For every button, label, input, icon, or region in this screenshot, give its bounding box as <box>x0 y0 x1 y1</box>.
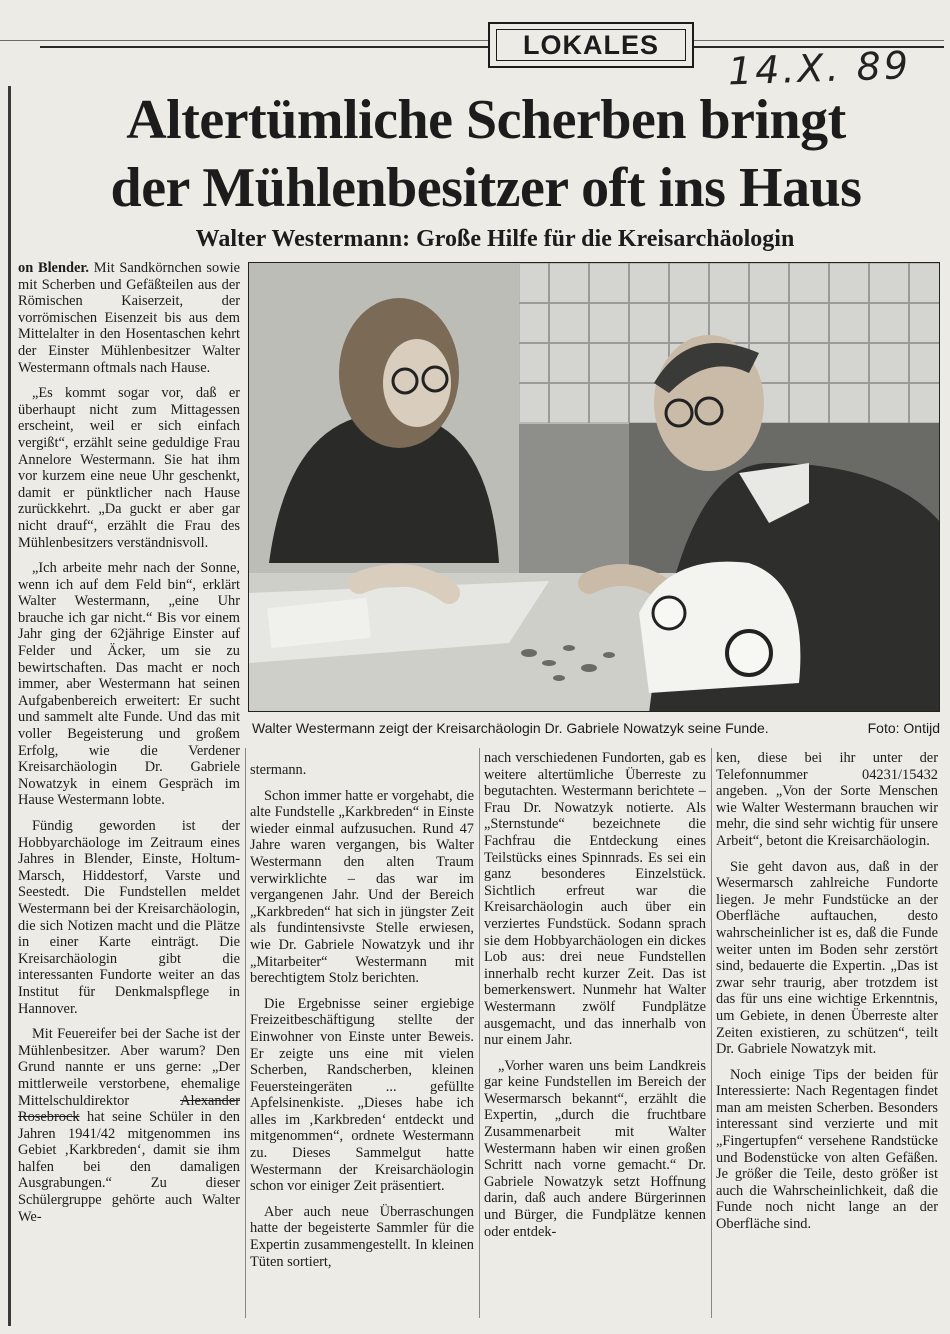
paragraph <box>18 260 240 376</box>
struck-name: Alexander Rosebrock <box>18 1092 240 1126</box>
photo-credit: Foto: Ontijd <box>867 720 940 736</box>
photo-caption-row <box>252 720 940 736</box>
paragraph: Fündig geworden ist der Hobbyarchäologe im Zeitraum eines Jahres in Blender, Einste, Holtum-Marsch, Hiddestorf, Varste und Seestedt. Die Fundstellen meldet Westermann bei der Kreisarchäologin, die sich Notizen macht und die Plätze in einer Karte einträgt. Die Kreisarchäologin gibt die interessanten Fundorte weiter an das Institut für Denkmalspflege in Hannover. <box>18 818 240 1017</box>
paragraph: „Es kommt sogar vor, daß er überhaupt nicht zum Mittagessen erscheint, weil er sich einfach vergißt“, erzählt seine geduldige Frau Annelore Westermann. Sie hat ihm vor kurzem eine neue Uhr geschenkt, damit er pünktlicher nach Hause zurückkehrt. „Da guckt er aber gar nicht drauf“, erzählt die Frau des Mühlenbesitzers verständnisvoll. <box>18 385 240 551</box>
paragraph: ken, diese bei ihr unter der Telefonnummer 04231/15432 angeben. „Von der Sorte Menschen wie Walter Westermann brauchen wir mehr, die sind sehr wichtig für unsere Arbeit“, betont die Kreisarchäologin. <box>716 750 938 849</box>
paragraph-text: hat seine Schüler in den Jahren 1941/42 mitgenommen ins Gebiet ‚Karkbreden‘, damit sie ihm halfen bei den damaligen Ausgrabungen.“ Zu dieser Schülergruppe gehörte auch Walter We- <box>18 1109 240 1225</box>
headline-line-2: der Mühlenbesitzer oft ins Haus <box>110 157 862 219</box>
section-label: LOKALES <box>496 29 686 61</box>
column-4 <box>716 750 938 1242</box>
top-rule-thin <box>0 40 944 41</box>
column-divider <box>245 748 246 1318</box>
paragraph: Die Ergebnisse seiner ergiebige Freizeitbeschäftigung stellte der Einwohner von Einste unter Beweis. Er zeigte uns eine mit vielen Scherben, Randscherben, kleinen Feuersteingeräten ... gefüllte Apfelsinenkiste. „Dieses habe ich alles im ‚Karkbreden‘ entdeckt und mitgenommen“, ordnete Westermann zu. Dieses Sammelgut hatte Westermann der Kreisarchäologin schon vor einiger Zeit präsentiert. <box>250 995 474 1195</box>
headline-line-1: Altertümliche Scherben bringt <box>126 89 846 151</box>
paragraph: nach verschiedenen Fundorten, gab es weitere altertümliche Überreste zu begutachten. Westermann berichtete – Frau Dr. Nowatzyk notierte. Als „Sternstunde“ bezeichnete die Fachfrau die Entdeckung eines Teilstücks eines Spinnrads. Es sei ein ganz besonderes Einzelstück. Sichtlich erfreut war die Kreisarchäologin auch über ein verziertes Fundstück. Sodann sprach sie dem Hobbyarchäologen ein dickes Lob aus: drei neue Fundstellen innerhalb recht kurzer Zeit. Das ist bemerkenswert. Nunmehr hat Walter Westermann zwölf Fundplätze ausgemacht, und das innerhalb von nur einem Jahr. <box>484 750 706 1049</box>
paragraph: Noch einige Tips der beiden für Interessierte: Nach Regentagen findet man am meisten Scherben. Besonders interessant sind verzierte und mit „Fingertupfen“ versehene Randstücke und Bodenstücke von alten Gefäßen. Je größer die Teile, desto größer ist auch die Wahrscheinlichkeit, daß die Funde noch nicht lange an der Oberfläche sind. <box>716 1066 938 1233</box>
section-label-box <box>488 22 694 68</box>
paragraph: Aber auch neue Überraschungen hatte der begeisterte Sammler für die Expertin zusammengestellt. In kleinen Tüten sortiert, <box>250 1203 474 1270</box>
article-photo <box>248 262 940 712</box>
paragraph: Schon immer hatte er vorgehabt, die alte Fundstelle „Karkbreden“ in Einste wieder einmal aufzusuchen. Rund 47 Jahre waren vergangen, bis Walter Westermann den alten Traum verwirklichte – das war im vergangenen Jahr. Und der Bereich „Karkbreden“ hat sich in jüngster Zeit als fundintensivste Stelle erwiesen, wie Dr. Gabriele Nowatzyk und ihr „Mitarbeiter“ Westermann mit berechtigtem Stolz berichten. <box>250 787 474 987</box>
paragraph: Sie geht davon aus, daß in der Wesermarsch zahlreiche Fundorte liegen. Je mehr Fundstücke an der Oberfläche auftauchen, desto wahrscheinlicher ist es, daß die Funde weiter unten im Boden sehr zerstört sind, bedauerte die Expertin. „Das ist zwar sehr traurig, aber trotzdem ist das für uns eine wichtige Erkenntnis, um Gebiete, in denen Überreste alter Zeiten existieren, zu schützen“, teilt Dr. Gabriele Nowatzyk mit. <box>716 858 938 1058</box>
paragraph: „Vorher waren uns beim Landkreis gar keine Fundstellen im Bereich der Wesermarsch bekannt“, erzählt die Expertin, „durch die fruchtbare Zusammenarbeit mit Walter Westermann haben wir einen großen Schritt nach vorne gemacht.“ Dr. Gabriele Nowatzyk setzt Hoffnung darin, daß auch andere Bürgerinnen und Bürger, die Fundplätze kennen oder entdek- <box>484 1057 706 1240</box>
paragraph-text: Mit Sandkörnchen sowie mit Scherben und Gefäßteilen aus der Römischen Kaiserzeit, der vorrömischen Eisenzeit bis aus dem Mittelalter in den Hosentaschen kehrt der Einster Mühlenbesitzer Walter Westermann oftmals nach Hause. <box>18 260 241 376</box>
column-divider <box>479 748 480 1318</box>
margin-bar <box>8 86 11 1326</box>
paragraph: stermann. <box>250 762 307 778</box>
paragraph <box>18 1026 240 1225</box>
photo-caption: Walter Westermann zeigt der Kreisarchäologin Dr. Gabriele Nowatzyk seine Funde. <box>252 720 769 736</box>
column-divider <box>711 748 712 1318</box>
handwritten-date: 14.X. 89 <box>727 43 912 94</box>
paragraph-text: Mit Feuereifer bei der Sache ist der Mühlenbesitzer. Aber warum? Den Grund nannte er uns gerne: „Der mittlerweile verstorbene, ehemalige Mittelschuldirektor <box>18 1026 240 1109</box>
column-1 <box>18 260 240 1234</box>
photo-illustration <box>249 263 940 712</box>
subheadline: Walter Westermann: Große Hilfe für die Kreisarchäologin <box>195 226 795 252</box>
column-3 <box>484 750 706 1249</box>
column-2 <box>250 762 474 1279</box>
paragraph: „Ich arbeite mehr nach der Sonne, wenn ich auf dem Feld bin“, erklärt Walter Westermann, „eine Uhr brauche ich gar nicht.“ Bis vor einem Jahr ging der 62jährige Einster auf Felder und Äcker, um sie zu bewirtschaften. Das macht er noch immer, aber Westermann hat seinen Aufgabenbereich erweitert: Er sucht und sammelt alte Funde. Und das mit voller Begeisterung und großem Erfolg, wie die Verdener Kreisarchäologin Dr. Gabriele Nowatzyk in einem Gespräch im Hause Westermann lobte. <box>18 560 240 809</box>
dateline: on Blender. <box>18 260 90 276</box>
